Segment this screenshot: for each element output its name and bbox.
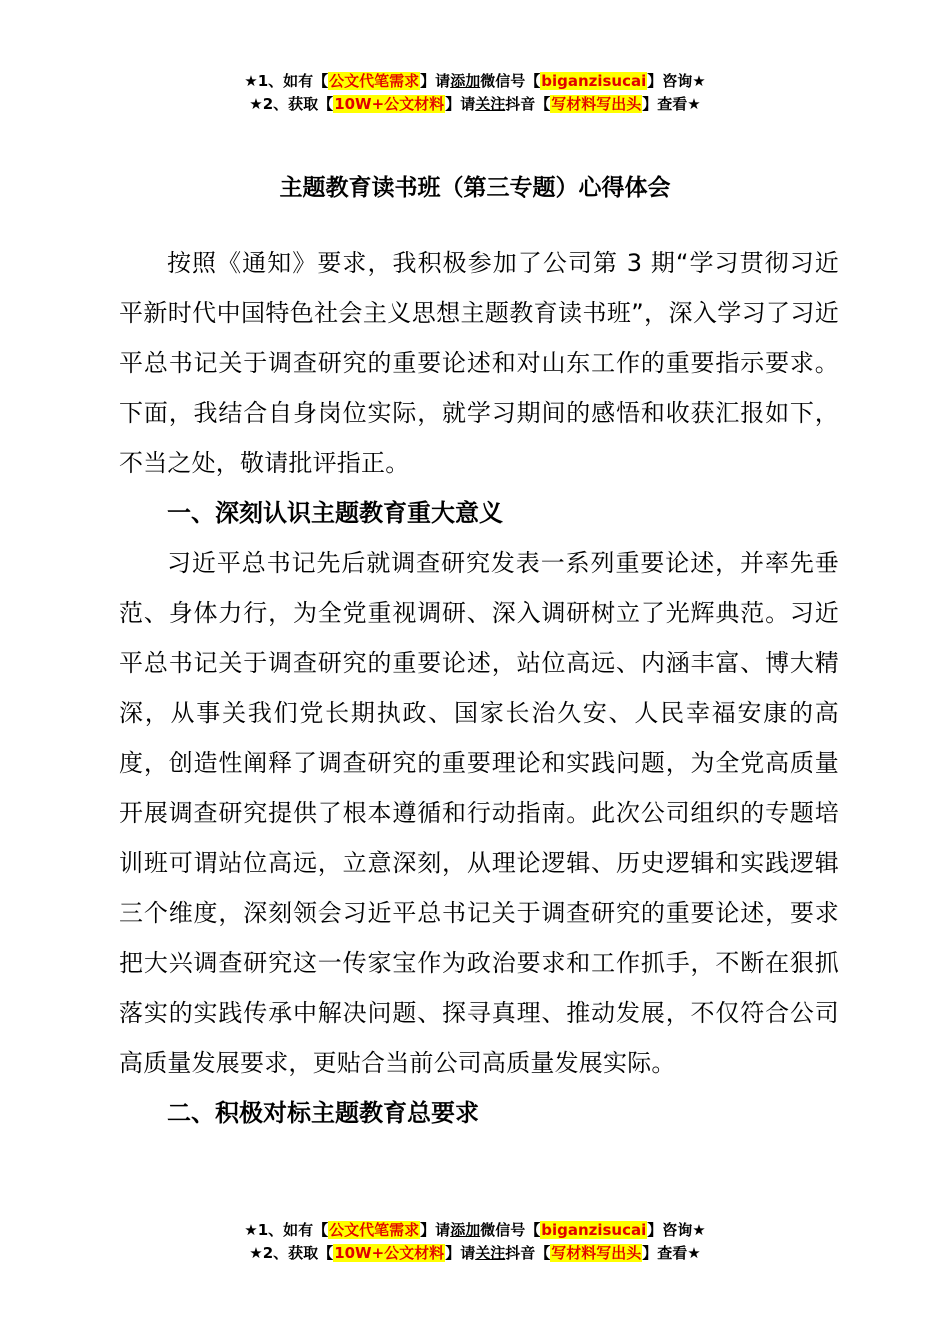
document-title: 主题教育读书班（第三专题）心得体会 [279, 175, 671, 201]
highlight-writing-service: 公文代笔需求 [329, 1221, 420, 1239]
promo-line-1: ★1、如有【公文代笔需求】请添加微信号【biganzisucai】咨询★ [244, 72, 706, 90]
highlight-douyin-account: 写材料写出头 [551, 95, 642, 113]
highlight-wechat-id: biganzisucai [541, 1221, 647, 1239]
promo-banner-bottom [0, 1219, 950, 1265]
underlined-add: 添加 [450, 72, 481, 90]
section-heading-1: 一、深刻认识主题教育重大意义 [167, 499, 503, 527]
promo-line-1-bottom: ★1、如有【公文代笔需求】请添加微信号【biganzisucai】咨询★ [244, 1221, 706, 1239]
highlight-materials: 10W+公文材料 [334, 1244, 445, 1262]
intro-paragraph: 按照《通知》要求，我积极参加了公司第 3 期“学习贯彻习近平新时代中国特色社会主义思想主题教育读书班”，深入学习了习近平总书记关于调查研究的重要论述和对山东工作的重要指示要求。下面，我结合自身岗位实际，就学习期间的感悟和收获汇报如下，不当之处，敬请批评指正。 [119, 249, 839, 477]
highlight-materials: 10W+公文材料 [334, 95, 445, 113]
section-1-paragraph: 习近平总书记先后就调查研究发表一系列重要论述，并率先垂范、身体力行，为全党重视调研、深入调研树立了光辉典范。习近平总书记关于调查研究的重要论述，站位高远、内涵丰富、博大精深，从事关我们党长期执政、国家长治久安、人民幸福安康的高度，创造性阐释了调查研究的重要理论和实践问题，为全党高质量开展调查研究提供了根本遵循和行动指南。此次公司组织的专题培训班可谓站位高远，立意深刻，从理论逻辑、历史逻辑和实践逻辑三个维度，深刻领会习近平总书记关于调查研究的重要论述，要求把大兴调查研究这一传家宝作为政治要求和工作抓手，不断在狠抓落实的实践传承中解决问题、探寻真理、推动发展，不仅符合公司高质量发展要求，更贴合当前公司高质量发展实际。 [119, 549, 839, 1077]
underlined-follow: 关注 [475, 1244, 506, 1262]
document-body [119, 238, 839, 1138]
underlined-follow: 关注 [475, 95, 506, 113]
promo-line-2-bottom: ★2、获取【10W+公文材料】请关注抖音【写材料写出头】查看★ [249, 1244, 701, 1262]
promo-banner-top [0, 70, 950, 116]
promo-line-2: ★2、获取【10W+公文材料】请关注抖音【写材料写出头】查看★ [249, 95, 701, 113]
highlight-writing-service: 公文代笔需求 [329, 72, 420, 90]
section-heading-2: 二、积极对标主题教育总要求 [167, 1099, 479, 1127]
highlight-wechat-id: biganzisucai [541, 72, 647, 90]
highlight-douyin-account: 写材料写出头 [551, 1244, 642, 1262]
underlined-add: 添加 [450, 1221, 481, 1239]
